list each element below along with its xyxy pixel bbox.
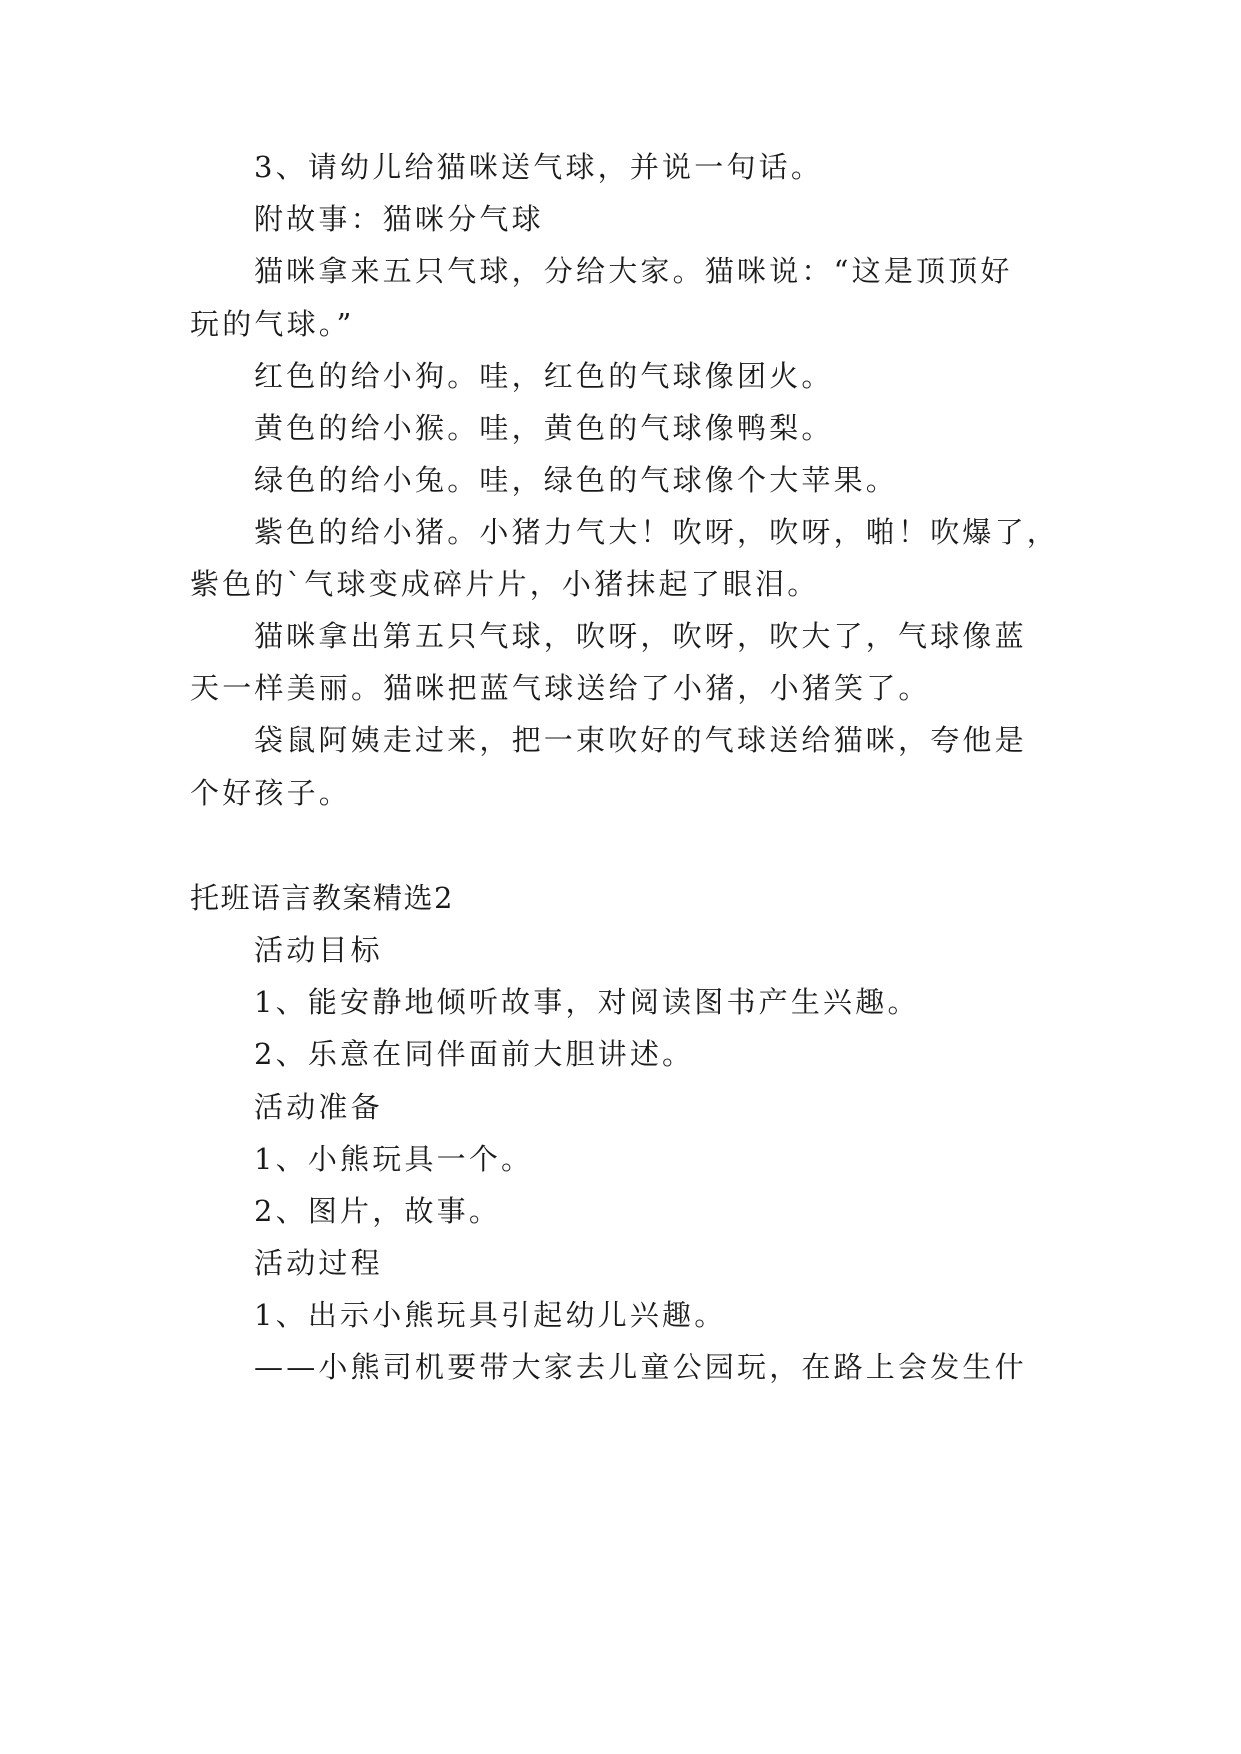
- paragraph-line: 个好孩子。: [190, 776, 352, 810]
- paragraph-line: 猫咪拿出第五只气球，吹呀，吹呀，吹大了，气球像蓝: [254, 619, 1027, 653]
- list-item: 1、能安静地倾听故事，对阅读图书产生兴趣。: [254, 985, 920, 1019]
- paragraph-line: 紫色的给小猪。小猪力气大！吹呀，吹呀，啪！吹爆了，: [254, 515, 1060, 549]
- paragraph-line: 红色的给小狗。哇，红色的气球像团火。: [254, 359, 834, 393]
- list-item: 1、出示小熊玩具引起幼儿兴趣。: [254, 1298, 727, 1332]
- list-item: 1、小熊玩具一个。: [254, 1142, 534, 1176]
- paragraph-line: 猫咪拿来五只气球，分给大家。猫咪说：“这是顶顶好: [254, 254, 1013, 288]
- paragraph-line: 袋鼠阿姨走过来，把一束吹好的气球送给猫咪，夸他是: [254, 723, 1027, 757]
- paragraph-line: ——小熊司机要带大家去儿童公园玩，在路上会发生什: [254, 1350, 1027, 1384]
- paragraph-line: 3、请幼儿给猫咪送气球，并说一句话。: [254, 150, 824, 184]
- paragraph-line: 紫色的`气球变成碎片片，小猪抹起了眼泪。: [190, 567, 820, 601]
- paragraph-line: 玩的气球。”: [190, 307, 355, 341]
- paragraph-line: 绿色的给小兔。哇，绿色的气球像个大苹果。: [254, 463, 899, 497]
- paragraph-line: 天一样美丽。猫咪把蓝气球送给了小猪，小猪笑了。: [190, 671, 931, 705]
- section-title: 托班语言教案精选2: [190, 881, 454, 915]
- subheading: 活动过程: [254, 1246, 383, 1280]
- subheading: 活动目标: [254, 933, 383, 967]
- paragraph-line: 黄色的给小猴。哇，黄色的气球像鸭梨。: [254, 411, 834, 445]
- list-item: 2、图片，故事。: [254, 1194, 502, 1228]
- story-heading: 附故事：猫咪分气球: [254, 202, 544, 236]
- list-item: 2、乐意在同伴面前大胆讲述。: [254, 1037, 695, 1071]
- subheading: 活动准备: [254, 1090, 383, 1124]
